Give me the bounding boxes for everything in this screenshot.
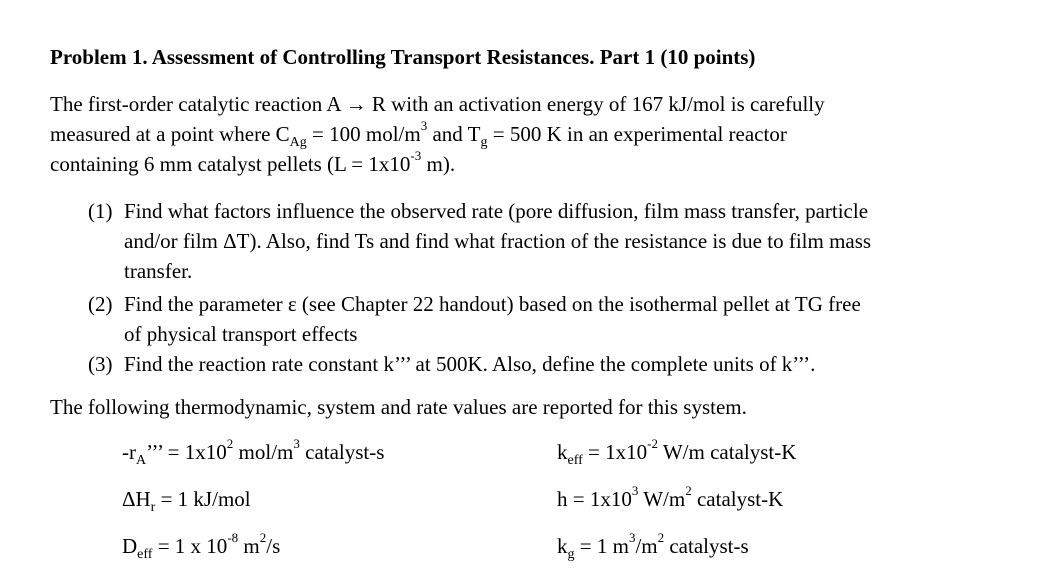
value-text: ΔH <box>122 487 151 511</box>
value-text: catalyst-s <box>664 534 749 558</box>
following-text: The following thermodynamic, system and rate values are reported for this system. <box>50 395 747 419</box>
question-line: Find the reaction rate constant k’’’ at 500K. Also, define the complete units of k’’’. <box>124 352 816 376</box>
question-line: Find what factors influence the observed rate (pore diffusion, film mass transfer, particle <box>124 199 869 223</box>
value-enthalpy <box>122 484 251 514</box>
subscript: eff <box>137 547 153 563</box>
subscript: g <box>567 547 575 563</box>
subscript: g <box>480 135 488 151</box>
question-number: (1) <box>88 199 113 223</box>
problem-title: Problem 1. Assessment of Controlling Transport Resistances. Part 1 (10 points) <box>50 45 756 69</box>
subscript: Ag <box>289 135 307 151</box>
question-text <box>124 196 1038 286</box>
question-number: (2) <box>88 292 113 316</box>
superscript: 3 <box>420 118 428 133</box>
value-text: -r <box>122 440 136 464</box>
value-keff <box>557 437 796 467</box>
subscript: A <box>136 453 147 469</box>
value-text: = 1x10 <box>582 440 648 464</box>
intro-text: = 100 mol/m <box>306 122 421 146</box>
intro-text: and T <box>427 122 481 146</box>
question-list <box>88 196 1038 379</box>
intro-text: containing 6 mm catalyst pellets (L = 1x10 <box>50 152 411 176</box>
question-item <box>88 349 1038 379</box>
value-text: = 1 kJ/mol <box>155 487 251 511</box>
superscript: 2 <box>259 530 267 545</box>
value-text: D <box>122 534 138 558</box>
intro-text: = 500 K in an experimental reactor <box>487 122 787 146</box>
value-text: k <box>557 440 568 464</box>
value-text: m <box>238 534 260 558</box>
intro-text: measured at a point where C <box>50 122 290 146</box>
question-line: Find the parameter ε (see Chapter 22 handout) based on the isothermal pellet at TG free <box>124 292 861 316</box>
superscript: 3 <box>293 436 300 451</box>
superscript: -3 <box>410 148 422 163</box>
value-heat-transfer <box>557 484 783 514</box>
superscript: 2 <box>226 436 234 451</box>
problem-intro <box>50 89 1010 179</box>
question-item <box>88 289 1038 349</box>
value-deff <box>122 531 280 561</box>
value-text: catalyst-K <box>691 487 784 511</box>
question-text <box>124 289 1038 349</box>
value-text: ’’’ = 1x10 <box>146 440 227 464</box>
intro-line-3 <box>50 149 1010 179</box>
superscript: -8 <box>227 530 239 545</box>
value-text: W/m catalyst-K <box>657 440 797 464</box>
intro-line-2 <box>50 119 1010 149</box>
superscript: 3 <box>631 483 639 498</box>
superscript: 2 <box>657 530 665 545</box>
intro-text: m). <box>421 152 456 176</box>
value-text: = 1 m <box>574 534 629 558</box>
value-text: h = 1x10 <box>557 487 632 511</box>
question-text <box>124 349 1038 379</box>
question-item <box>88 196 1038 286</box>
question-line: of physical transport effects <box>124 322 358 346</box>
value-text: W/m <box>638 487 686 511</box>
subscript: eff <box>567 453 583 469</box>
value-kg <box>557 531 749 561</box>
question-line: and/or film ΔT). Also, find Ts and find what fraction of the resistance is due to film mass <box>124 229 872 253</box>
superscript: 2 <box>685 483 692 498</box>
superscript: -2 <box>647 436 658 451</box>
value-text: mol/m <box>233 440 294 464</box>
value-text: k <box>557 534 568 558</box>
value-text: = 1 x 10 <box>152 534 228 558</box>
value-text: /m <box>635 534 658 558</box>
value-rate <box>122 437 384 467</box>
value-text: catalyst-s <box>299 440 385 464</box>
question-line: transfer. <box>124 259 193 283</box>
value-text: /s <box>266 534 281 558</box>
intro-line-1: The first-order catalytic reaction A → R with an activation energy of 167 kJ/mol is carefully <box>50 92 825 116</box>
superscript: 3 <box>628 530 636 545</box>
question-number: (3) <box>88 352 113 376</box>
subscript: r <box>150 500 156 516</box>
